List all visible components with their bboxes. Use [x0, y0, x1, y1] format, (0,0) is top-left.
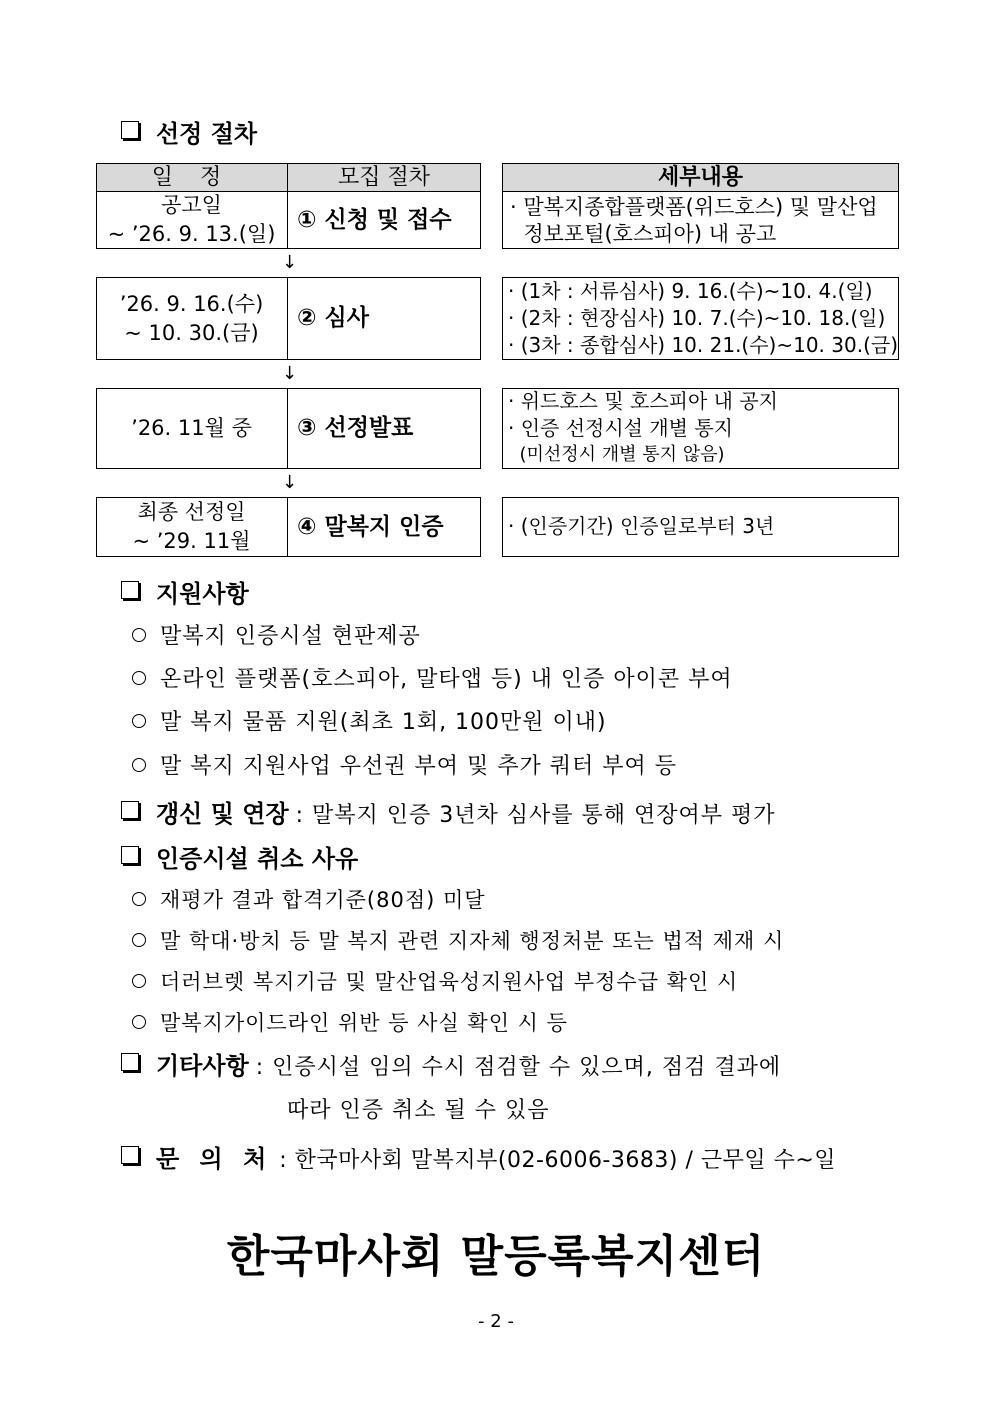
cancel-heading: 인증시설 취소 사유 [156, 845, 359, 873]
circle-bullet-icon [132, 758, 146, 772]
down-arrow-icon: ↓ [282, 472, 298, 493]
row3-detail-line: · 인증 선정시설 개별 통지 [508, 416, 733, 440]
contact-heading: 문 의 처 [156, 1145, 273, 1173]
checkbox-bullet-icon [121, 801, 139, 819]
checkbox-bullet-icon [121, 1146, 139, 1164]
row3-detail-line: · 위드호스 및 호스피아 내 공지 [508, 389, 778, 413]
circle-bullet-icon [132, 933, 146, 947]
support-heading: 지원사항 [156, 580, 249, 608]
row4-step: ④ 말복지 인증 [297, 513, 444, 540]
circle-bullet-icon [132, 892, 146, 906]
list-item: 말복지 인증시설 현판제공 [132, 619, 421, 650]
page-number: - 2 - [478, 1311, 514, 1332]
circle-bullet-icon [132, 671, 146, 685]
list-item: 말 복지 지원사업 우선권 부여 및 추가 쿼터 부여 등 [132, 749, 677, 780]
renewal-line [156, 794, 776, 829]
list-item: 말 복지 물품 지원(최초 1회, 100만원 이내) [132, 705, 607, 736]
list-item: 온라인 플랫폼(호스피아, 말타앱 등) 내 인증 아이콘 부여 [132, 662, 733, 693]
row4-date: 최종 선정일 ~ ’29. 11월 [132, 500, 251, 553]
row3-detail-line: (미선정시 개별 통지 않음) [508, 444, 725, 465]
etc-text-cont: 따라 인증 취소 될 수 있음 [287, 1098, 550, 1123]
header-details: 세부내용 [657, 165, 743, 190]
row2-detail-line: · (2차 : 현장심사) 10. 7.(수)~10. 18.(일) [508, 306, 886, 330]
row2-step: ② 심사 [297, 305, 369, 331]
circle-bullet-icon [132, 974, 146, 988]
header-schedule: 일 정 [151, 165, 232, 190]
procedure-heading: 선정 절차 [156, 120, 258, 148]
etc-line [156, 1046, 781, 1081]
row4-detail-line: · (인증기간) 인증일로부터 3년 [508, 514, 775, 538]
checkbox-bullet-icon [121, 121, 139, 139]
header-procedure: 모집 절차 [337, 165, 430, 190]
list-item: 더러브렛 복지기금 및 말산업육성지원사업 부정수급 확인 시 [132, 966, 738, 996]
row3-date: ’26. 11월 중 [131, 416, 252, 440]
row1-detail-line: 정보포털(호스피아) 내 공고 [510, 222, 777, 246]
list-item: 재평가 결과 합격기준(80점) 미달 [132, 884, 486, 914]
circle-bullet-icon [132, 714, 146, 728]
etc-text: : 인증시설 임의 수시 점검할 수 있으며, 점검 결과에 [255, 1055, 782, 1080]
row2-detail-line: · (3차 : 종합심사) 10. 21.(수)~10. 30.(금) [508, 333, 899, 357]
row1-date: 공고일 ~ ’26. 9. 13.(일) [107, 193, 276, 246]
checkbox-bullet-icon [121, 846, 139, 864]
checkbox-bullet-icon [121, 1053, 139, 1071]
row1-detail-line: · 말복지종합플랫폼(위드호스) 및 말산업 [510, 195, 878, 219]
circle-bullet-icon [132, 628, 146, 642]
circle-bullet-icon [132, 1015, 146, 1029]
row3-step: ③ 선정발표 [297, 415, 414, 441]
renewal-heading: 갱신 및 연장 [156, 800, 289, 828]
row2-date: ’26. 9. 16.(수) ~ 10. 30.(금) [119, 291, 264, 345]
contact-text: : 한국마사회 말복지부(02-6006-3683) / 근무일 수~일 [279, 1148, 837, 1173]
renewal-text: : 말복지 인증 3년차 심사를 통해 연장여부 평가 [295, 803, 776, 828]
checkbox-bullet-icon [121, 581, 139, 599]
down-arrow-icon: ↓ [282, 252, 298, 273]
organization-title: 한국마사회 말등록복지센터 [226, 1231, 766, 1282]
list-item: 말 학대·방치 등 말 복지 관련 지자체 행정처분 또는 법적 제재 시 [132, 925, 784, 955]
etc-heading: 기타사항 [156, 1052, 249, 1080]
list-item: 말복지가이드라인 위반 등 사실 확인 시 등 [132, 1007, 568, 1037]
row2-detail-line: · (1차 : 서류심사) 9. 16.(수)~10. 4.(일) [508, 279, 873, 303]
contact-line [156, 1139, 836, 1174]
row1-step: ① 신청 및 접수 [297, 206, 452, 233]
down-arrow-icon: ↓ [282, 363, 298, 384]
